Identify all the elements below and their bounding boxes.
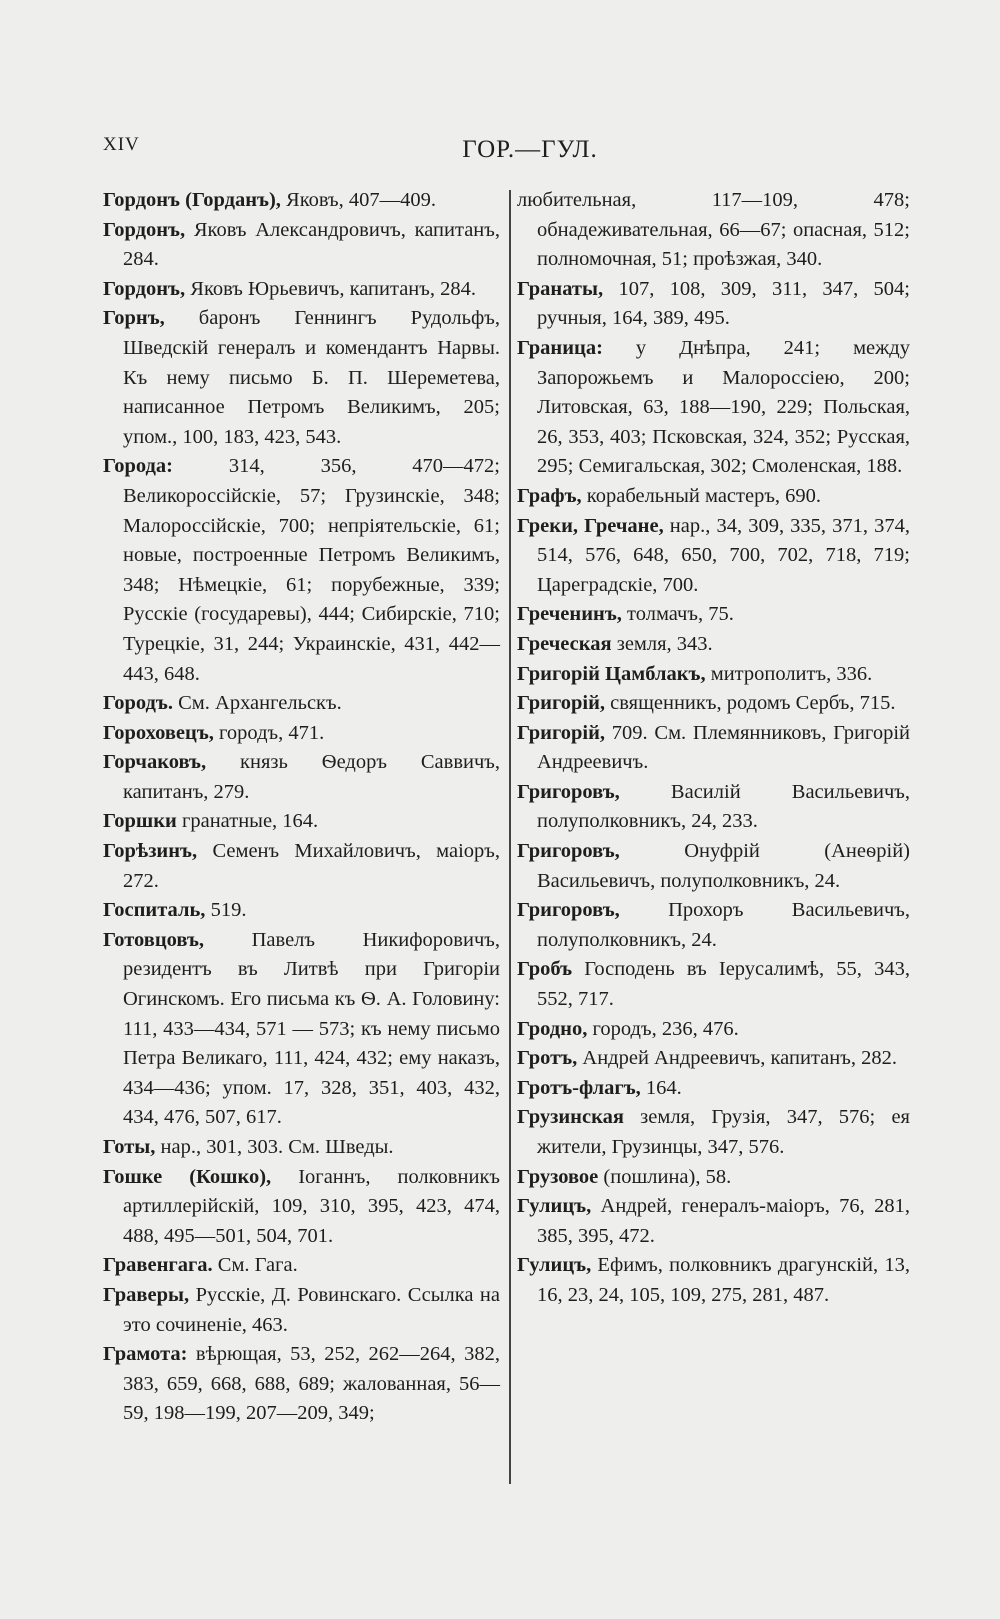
entry-text: любительная, 117—109, 478; обнадеживательная, 66—67; опасная, 512; полномочная, 51; проѣзжая, 340. bbox=[517, 189, 910, 271]
index-entry bbox=[517, 630, 910, 660]
entry-headword: Гордонъ, bbox=[103, 277, 186, 300]
entry-text: Русскіе, Д. Ровинскаго. Ссылка на это сочиненіе, 463. bbox=[123, 1283, 500, 1336]
entry-headword: Граница: bbox=[517, 336, 603, 359]
entry-headword: Графъ, bbox=[517, 484, 582, 507]
entry-text: Яковъ Юрьевичъ, капитанъ, 284. bbox=[185, 277, 477, 300]
entry-headword: Гулицъ, bbox=[517, 1254, 592, 1277]
entry-text: священникъ, родомъ Сербъ, 715. bbox=[605, 692, 896, 715]
index-entry bbox=[517, 600, 910, 630]
index-entry bbox=[517, 1163, 910, 1193]
entry-headword: Грузовое bbox=[517, 1165, 599, 1188]
entry-headword: Гулицъ, bbox=[517, 1195, 592, 1218]
index-entry bbox=[517, 186, 910, 275]
entry-headword: Гороховецъ, bbox=[103, 721, 214, 744]
entry-text: Андрей Андреевичъ, капитанъ, 282. bbox=[577, 1047, 897, 1070]
entry-headword: Греченинъ, bbox=[517, 603, 622, 626]
index-entry bbox=[103, 452, 500, 689]
entry-text: нар., 34, 309, 335, 371, 374, 514, 576, 648, 650, 700, 702, 718, 719; Цареградскіе, 700. bbox=[537, 514, 911, 596]
entry-text: корабельный мастеръ, 690. bbox=[581, 484, 822, 507]
entry-text: Андрей, генералъ-маіоръ, 76, 281, 385, 395, 472. bbox=[537, 1195, 910, 1247]
index-entry bbox=[517, 1074, 910, 1104]
index-entry bbox=[103, 304, 500, 452]
entry-text: вѣрющая, 53, 252, 262—264, 382, 383, 659, 668, 688, 689; жалованная, 56—59, 198—199, 207—209, 349; bbox=[123, 1343, 500, 1425]
entry-headword: Граверы, bbox=[103, 1283, 190, 1306]
entry-text: 164. bbox=[640, 1076, 682, 1099]
entry-text: Павелъ Никифоровичъ, резидентъ въ Литвѣ при Григоріи Огинскомъ. Его письма къ Ѳ. А. Головину: 111, 433—434, 571 — 573; къ нему письмо Петра Великаго, 111, 424, 432; ему наказъ, 434—436; упом. 17, 328, 351, 403, 432, 434, 476, 507, 617. bbox=[123, 928, 500, 1129]
entry-text: митрополитъ, 336. bbox=[705, 662, 873, 685]
entry-text: земля, 343. bbox=[611, 632, 713, 655]
index-entry bbox=[517, 512, 910, 601]
entry-headword: Горѣзинъ, bbox=[103, 840, 198, 863]
entry-headword: Григорій, bbox=[517, 721, 606, 744]
index-column-right bbox=[517, 186, 910, 1311]
index-entry bbox=[517, 482, 910, 512]
entry-headword: Городъ. bbox=[103, 692, 173, 715]
index-entry bbox=[517, 778, 910, 837]
entry-headword: Гранаты, bbox=[517, 277, 604, 300]
entry-headword: Гордонъ (Горданъ), bbox=[103, 189, 281, 211]
index-entry bbox=[103, 926, 500, 1133]
entry-text: гранатные, 164. bbox=[176, 810, 319, 833]
entry-text: Іоганнъ, полковникъ артиллерійскій, 109, 310, 395, 423, 474, 488, 495—501, 504, 701. bbox=[123, 1165, 500, 1247]
entry-text: См. Гага. bbox=[212, 1254, 298, 1277]
index-entry bbox=[103, 837, 500, 896]
entry-text: городъ, 471. bbox=[213, 721, 325, 744]
entry-text: нар., 301, 303. См. Шведы. bbox=[155, 1136, 394, 1158]
entry-text: См. Архангельскъ. bbox=[173, 692, 342, 715]
entry-text: Прохоръ Васильевичъ, полуполковникъ, 24. bbox=[537, 899, 910, 951]
entry-text: (пошлина), 58. bbox=[598, 1165, 732, 1188]
index-entry bbox=[103, 1281, 500, 1340]
index-entry bbox=[103, 1251, 500, 1281]
running-head: ГОР.—ГУЛ. bbox=[462, 136, 598, 163]
entry-text: 709. См. Племянниковъ, Григорій Андреевичъ. bbox=[537, 721, 910, 774]
entry-headword: Гравенгага. bbox=[103, 1254, 213, 1277]
entry-headword: Города: bbox=[103, 455, 173, 478]
entry-headword: Греческая bbox=[517, 632, 612, 655]
index-entry bbox=[517, 1044, 910, 1074]
entry-headword: Горчаковъ, bbox=[103, 751, 207, 774]
index-entry bbox=[103, 1163, 500, 1252]
column-divider bbox=[509, 190, 511, 1484]
entry-headword: Григорій, bbox=[517, 692, 606, 715]
entry-headword: Готы, bbox=[103, 1136, 156, 1158]
entry-headword: Горшки bbox=[103, 810, 177, 833]
index-entry bbox=[103, 748, 500, 807]
index-entry bbox=[517, 689, 910, 719]
entry-text: баронъ Геннингъ Рудольфъ, Шведскій генералъ и комендантъ Нарвы. Къ нему письмо Б. П. Шереметева, написанное Петромъ Великимъ, 205; упом., 100, 183, 423, 543. bbox=[123, 307, 500, 448]
index-entry bbox=[517, 896, 910, 955]
index-entry bbox=[517, 1251, 910, 1310]
index-entry bbox=[103, 719, 500, 749]
entry-headword: Готовцовъ, bbox=[103, 928, 205, 951]
index-entry bbox=[517, 660, 910, 690]
entry-text: Яковъ, 407—409. bbox=[280, 189, 437, 211]
index-entry bbox=[103, 807, 500, 837]
entry-headword: Госпиталь, bbox=[103, 899, 206, 922]
entry-text: 107, 108, 309, 311, 347, 504; ручныя, 164, 389, 495. bbox=[537, 277, 910, 330]
entry-text: 519. bbox=[205, 899, 247, 922]
index-entry bbox=[517, 275, 910, 334]
index-column-left bbox=[103, 186, 500, 1429]
entry-headword: Гробъ bbox=[517, 958, 573, 981]
entry-text: Василій Васильевичъ, полуполковникъ, 24, 233. bbox=[537, 780, 910, 833]
index-entry bbox=[517, 719, 910, 778]
index-entry bbox=[517, 334, 910, 482]
entry-headword: Грамота: bbox=[103, 1343, 188, 1366]
index-entry bbox=[103, 1340, 500, 1429]
index-entry bbox=[103, 275, 500, 305]
entry-text: Онуфрій (Анеѳрій) Васильевичъ, полуполковникъ, 24. bbox=[537, 840, 910, 892]
entry-text: Яковъ Александровичъ, капитанъ, 284. bbox=[123, 218, 500, 271]
entry-headword: Греки, Гречане, bbox=[517, 514, 664, 537]
entry-headword: Григоровъ, bbox=[517, 899, 620, 922]
index-entry bbox=[517, 837, 910, 896]
index-entry bbox=[517, 955, 910, 1014]
entry-headword: Гордонъ, bbox=[103, 218, 186, 241]
entry-text: земля, Грузія, 347, 576; ея жители, Грузинцы, 347, 576. bbox=[537, 1106, 910, 1158]
entry-text: Ефимъ, полковникъ драгунскій, 13, 16, 23, 24, 105, 109, 275, 281, 487. bbox=[537, 1254, 910, 1306]
index-entry bbox=[103, 896, 500, 926]
index-entry bbox=[517, 1192, 910, 1251]
entry-headword: Григоровъ, bbox=[517, 840, 620, 863]
entry-headword: Гошке (Кошко), bbox=[103, 1165, 272, 1188]
page-number: XIV bbox=[103, 134, 140, 155]
entry-text: городъ, 236, 476. bbox=[587, 1017, 739, 1040]
entry-headword: Гротъ, bbox=[517, 1047, 578, 1070]
index-entry bbox=[517, 1103, 910, 1162]
entry-headword: Гротъ-флагъ, bbox=[517, 1076, 641, 1099]
index-entry bbox=[103, 689, 500, 719]
entry-headword: Грузинская bbox=[517, 1106, 624, 1129]
entry-text: Семенъ Михайловичъ, маіоръ, 272. bbox=[123, 840, 500, 892]
index-entry bbox=[517, 1015, 910, 1045]
entry-headword: Григорій Цамблакъ, bbox=[517, 662, 706, 685]
entry-text: 314, 356, 470—472; Великороссійскіе, 57; Грузинскіе, 348; Малороссійскіе, 700; непріятельскіе, 61; новые, построенные Петромъ Великимъ, 348; Нѣмецкіе, 61; порубежные, 339; Русскіе (государевы), 444; Сибирскіе, 710; Турецкіе, 31, 244; Украинскіе, 431, 442—443, 648. bbox=[123, 455, 500, 685]
entry-headword: Григоровъ, bbox=[517, 780, 620, 803]
entry-text: толмачъ, 75. bbox=[621, 603, 734, 626]
entry-text: князь Ѳедоръ Саввичъ, капитанъ, 279. bbox=[123, 751, 500, 803]
index-entry bbox=[103, 216, 500, 275]
entry-headword: Горнъ, bbox=[103, 307, 165, 330]
index-entry bbox=[103, 186, 500, 216]
index-entry bbox=[103, 1133, 500, 1163]
entry-text: Господень въ Іерусалимѣ, 55, 343, 552, 717. bbox=[537, 958, 910, 1011]
entry-headword: Гродно, bbox=[517, 1017, 588, 1040]
entry-text: у Днѣпра, 241; между Запорожьемъ и Малороссіею, 200; Литовская, 63, 188—190, 229; Польская, 26, 353, 403; Псковская, 324, 352; Русская, 295; Семигальская, 302; Смоленская, 188. bbox=[537, 336, 910, 478]
